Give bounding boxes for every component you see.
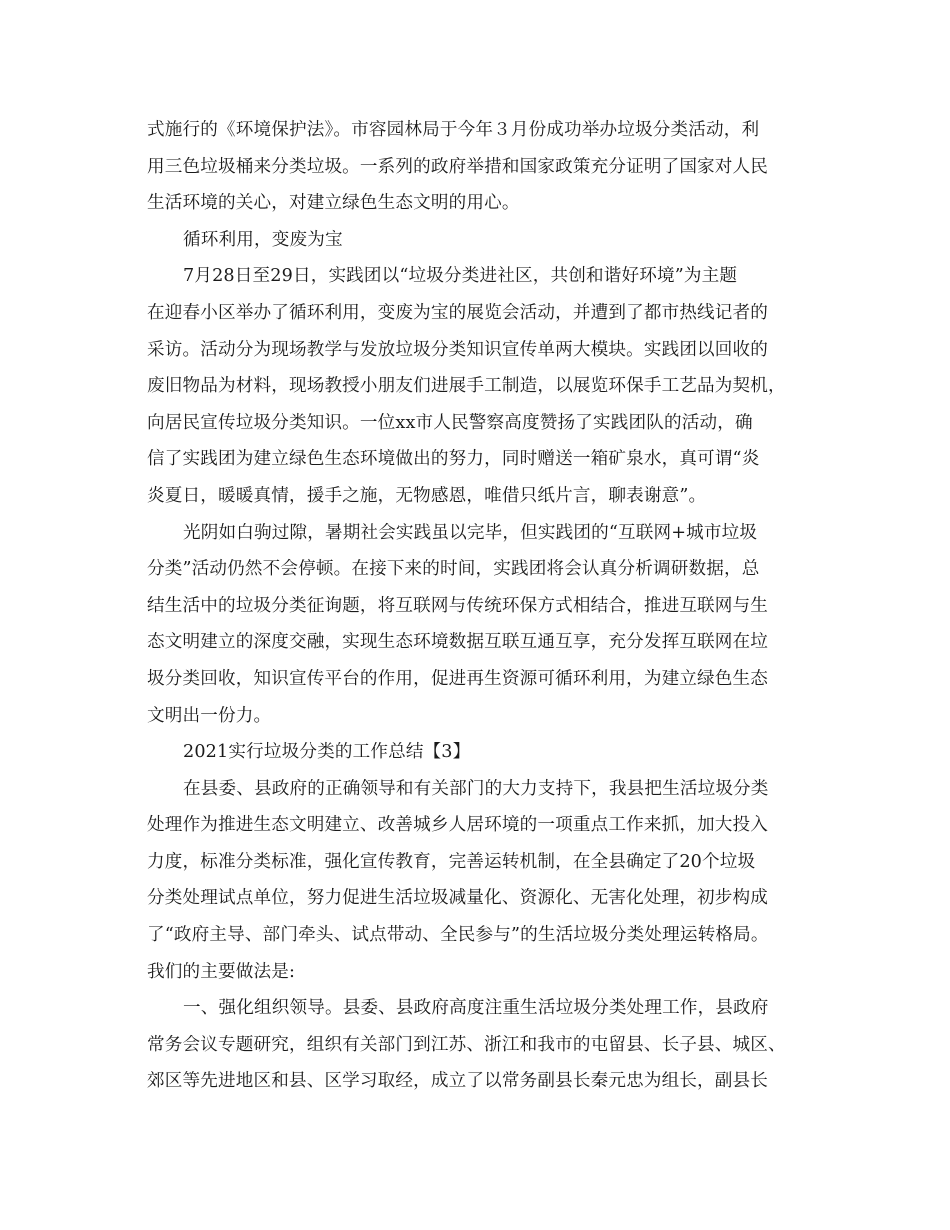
text-line: 废旧物品为材料，现场教授小朋友们进展手工制造，以展览环保手工艺品为契机， [147, 376, 786, 397]
text-line: 力度，标准分类标准，强化宣传教育，完善运转机制，在全县确定了20个垃圾 [147, 851, 756, 872]
text-line: 圾分类回收，知识宣传平台的作用，促进再生资源可循环利用，为建立绿色生态 [147, 668, 769, 689]
text-line: 结生活中的垃圾分类征询题，将互联网与传统环保方式相结合，推进互联网与生 [147, 595, 769, 616]
text-line: 用三色垃圾桶来分类垃圾。一系列的政府举措和国家政策充分证明了国家对人民 [147, 156, 769, 177]
text-line: 向居民宣传垃圾分类知识。一位xx市人民警察高度赞扬了实践团队的活动，确 [147, 412, 753, 433]
text-line: 信了实践团为建立绿色生态环境做出的努力，同时赠送一箱矿泉水，真可谓“炎 [147, 449, 760, 470]
text-line: 在县委、县政府的正确领导和有关部门的大力支持下，我县把生活垃圾分类 [183, 778, 769, 799]
text-line: 光阴如白驹过隙，暑期社会实践虽以完毕，但实践团的“互联网+城市垃圾 [183, 522, 758, 543]
text-line: 分类”活动仍然不会停顿。在接下来的时间，实践团将会认真分析调研数据，总 [147, 559, 760, 580]
text-line: 2021实行垃圾分类的工作总结【3】 [183, 742, 471, 763]
text-line: 生活环境的关心，对建立绿色生态文明的用心。 [147, 193, 520, 214]
text-line: 分类处理试点单位，努力促进生活垃圾减量化、资源化、无害化处理，初步构成 [147, 888, 769, 909]
text-line: 郊区等先进地区和县、区学习取经，成立了以常务副县长秦元忠为组长，副县长 [147, 1071, 769, 1092]
text-line: 一、强化组织领导。县委、县政府高度注重生活垃圾分类处理工作，县政府 [183, 998, 769, 1019]
text-line: 循环利用，变废为宝 [183, 229, 343, 250]
text-line: 我们的主要做法是: [147, 961, 296, 982]
text-line: 常务会议专题研究，组织有关部门到江苏、浙江和我市的屯留县、长子县、城区、 [147, 1034, 786, 1055]
text-line: 处理作为推进生态文明建立、改善城乡人居环境的一项重点工作来抓，加大投入 [147, 815, 769, 836]
text-line: 态文明建立的深度交融，实现生态环境数据互联互通互享，充分发挥互联网在垃 [147, 632, 769, 653]
text-line: 了“政府主导、部门牵头、试点带动、全民参与”的生活垃圾分类处理运转格局。 [147, 925, 769, 946]
document-body [147, 112, 812, 1100]
text-line: 式施行的《环境保护法》。市容园林局于今年３月份成功举办垃圾分类活动，利 [147, 120, 760, 140]
text-line: 7月28日至29日，实践团以“垃圾分类进社区，共创和谐好环境”为主题 [183, 266, 738, 287]
text-line: 文明出一份力。 [147, 705, 272, 726]
text-line: 炎夏日，暖暖真情，援手之施，无物感恩，唯借只纸片言，聊表谢意”。 [147, 485, 707, 506]
text-line: 在迎春小区举办了循环利用，变废为宝的展览会活动，并遭到了都市热线记者的 [147, 302, 769, 323]
text-line: 采访。活动分为现场教学与发放垃圾分类知识宣传单两大模块。实践团以回收的 [147, 339, 769, 360]
